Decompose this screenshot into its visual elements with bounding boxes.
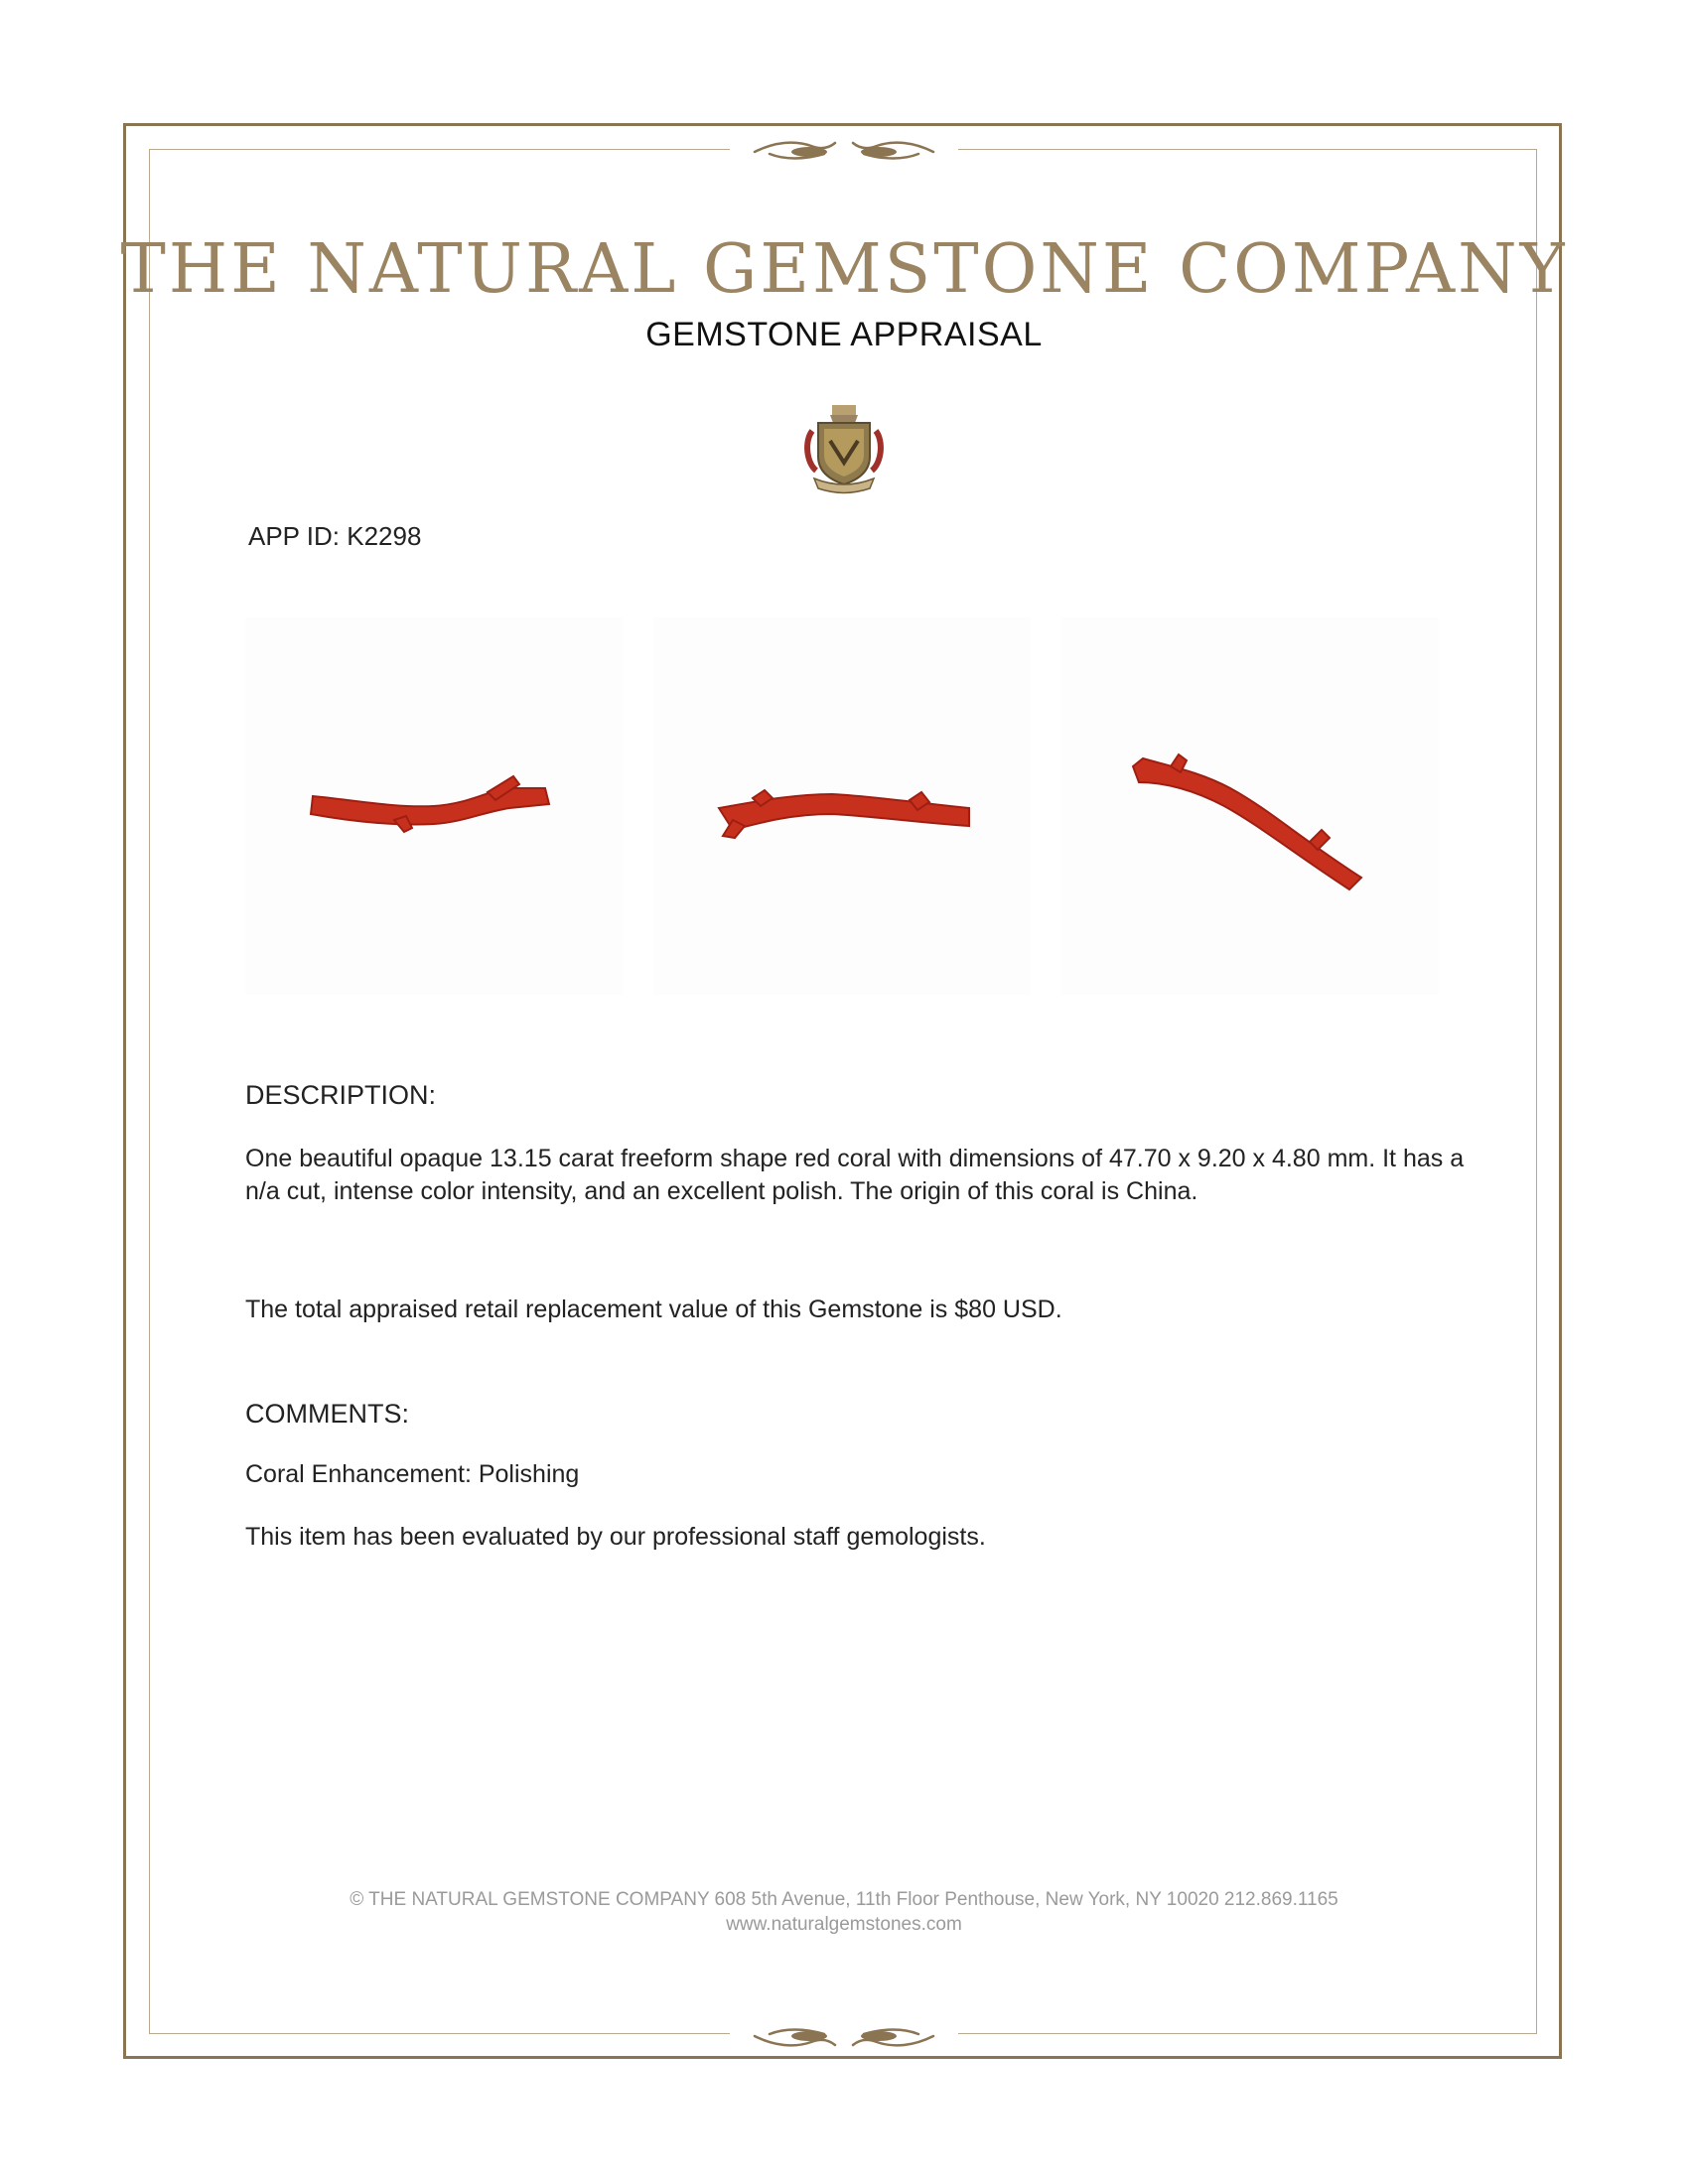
gemstone-photo-1 [245,617,623,995]
evaluation-text: This item has been evaluated by our professional staff gemologists. [245,1523,986,1551]
app-id: APP ID: K2298 [248,521,422,551]
coral-branch-icon [1061,617,1439,995]
footer-website: www.naturalgemstones.com [726,1914,962,1935]
description-text: One beautiful opaque 13.15 carat freeform shape red coral with dimensions of 47.70 x 9.20 x 4.80 mm. It has a n/a cut, intense color intensity, and an excellent polish. The origin of this coral is China. [245,1145,1465,1205]
enhancement-text: Coral Enhancement: Polishing [245,1460,580,1488]
crest-logo-icon [802,401,886,496]
comments-heading: COMMENTS: [245,1399,409,1429]
bottom-ornament-icon [750,2024,938,2054]
coral-branch-icon [653,617,1031,995]
gemstone-photo-3 [1061,617,1439,995]
gemstone-photo-2 [653,617,1031,995]
top-ornament-icon [750,134,938,164]
footer-address: © THE NATURAL GEMSTONE COMPANY 608 5th Avenue, 11th Floor Penthouse, New York, NY 10020 212.869.1165 [350,1889,1338,1910]
coral-branch-icon [245,617,623,995]
document-title: GEMSTONE APPRAISAL [645,316,1043,353]
appraised-value-text: The total appraised retail replacement value of this Gemstone is $80 USD. [245,1296,1062,1323]
company-title: THE NATURAL GEMSTONE COMPANY [120,230,1568,309]
description-heading: DESCRIPTION: [245,1080,437,1110]
